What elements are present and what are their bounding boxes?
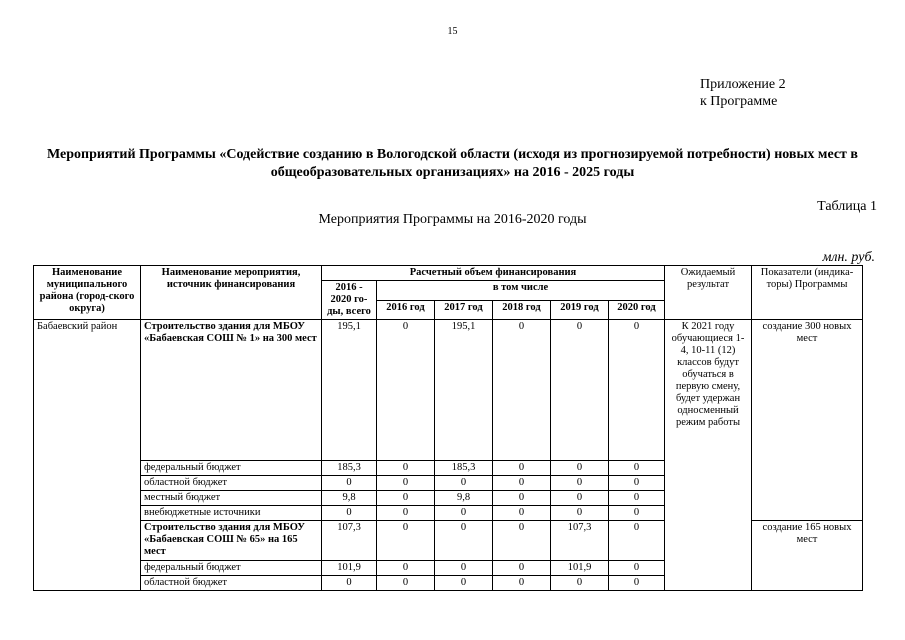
value-2016: 0 (377, 576, 435, 591)
value-2020: 0 (609, 521, 665, 561)
document-title: Мероприятий Программы «Содействие созданию в Вологодской области (исходя из прогнозируемой потребности) новых мест в общеобразовательных организациях» на 2016 - 2025 годы (47, 147, 858, 180)
header-year-2017: 2017 год (435, 300, 493, 320)
table-label: Таблица 1 (817, 199, 877, 214)
value-total: 195,1 (322, 320, 377, 461)
value-2019: 0 (551, 320, 609, 461)
value-2017: 195,1 (435, 320, 493, 461)
value-2019: 0 (551, 576, 609, 591)
value-2020: 0 (609, 491, 665, 506)
header-district: Наименование муниципального района (город-ского округа) (34, 266, 141, 320)
value-total: 0 (322, 476, 377, 491)
header-activity: Наименование мероприятия, источник финансирования (141, 266, 322, 320)
value-2017: 0 (435, 576, 493, 591)
value-2020: 0 (609, 506, 665, 521)
header-financing: Расчетный объем финансирования (322, 266, 665, 281)
source-name: федеральный бюджет (141, 561, 322, 576)
header-year-2019: 2019 год (551, 300, 609, 320)
value-2020: 0 (609, 561, 665, 576)
value-2018: 0 (493, 506, 551, 521)
page-number: 15 (447, 26, 458, 37)
value-2019: 0 (551, 461, 609, 476)
value-2016: 0 (377, 491, 435, 506)
source-name: областной бюджет (141, 576, 322, 591)
project-name: Строительство здания для МБОУ «Бабаевская СОШ № 1» на 300 мест (141, 320, 322, 461)
value-2019: 107,3 (551, 521, 609, 561)
value-total: 0 (322, 506, 377, 521)
header-including: в том числе (377, 281, 665, 301)
value-2018: 0 (493, 491, 551, 506)
value-2016: 0 (377, 561, 435, 576)
value-2017: 9,8 (435, 491, 493, 506)
value-2016: 0 (377, 521, 435, 561)
value-total: 9,8 (322, 491, 377, 506)
financing-table (33, 265, 863, 591)
value-2016: 0 (377, 461, 435, 476)
value-2018: 0 (493, 521, 551, 561)
value-2017: 0 (435, 521, 493, 561)
source-name: областной бюджет (141, 476, 322, 491)
appendix-note (700, 76, 786, 110)
expected-result: К 2021 году обучающиеся 1-4, 10-11 (12) классов будут обучаться в первую смену, будет удержан односменный режим работы (665, 320, 752, 591)
source-name: местный бюджет (141, 491, 322, 506)
value-2017: 0 (435, 476, 493, 491)
value-2019: 101,9 (551, 561, 609, 576)
header-total: 2016 - 2020 го-ды, всего (322, 281, 377, 320)
value-2018: 0 (493, 576, 551, 591)
value-2020: 0 (609, 476, 665, 491)
value-2017: 185,3 (435, 461, 493, 476)
header-result: Ожидаемый результат (665, 266, 752, 320)
appendix-line-1: Приложение 2 (700, 77, 786, 92)
project-name: Строительство здания для МБОУ «Бабаевская СОШ № 65» на 165 мест (141, 521, 322, 561)
value-total: 101,9 (322, 561, 377, 576)
source-name: федеральный бюджет (141, 461, 322, 476)
table-caption: Мероприятия Программы на 2016-2020 годы (318, 212, 587, 227)
value-2018: 0 (493, 461, 551, 476)
value-2017: 0 (435, 506, 493, 521)
indicator: создание 300 новых мест (752, 320, 863, 521)
value-2018: 0 (493, 320, 551, 461)
indicator: создание 165 новых мест (752, 521, 863, 591)
value-total: 107,3 (322, 521, 377, 561)
value-2018: 0 (493, 561, 551, 576)
source-name: внебюджетные источники (141, 506, 322, 521)
value-2019: 0 (551, 476, 609, 491)
value-2020: 0 (609, 461, 665, 476)
district-cell: Бабаевский район (34, 320, 141, 591)
header-year-2016: 2016 год (377, 300, 435, 320)
value-total: 185,3 (322, 461, 377, 476)
value-total: 0 (322, 576, 377, 591)
value-2019: 0 (551, 506, 609, 521)
value-2016: 0 (377, 320, 435, 461)
units-note: млн. руб. (822, 250, 875, 265)
value-2019: 0 (551, 491, 609, 506)
value-2016: 0 (377, 506, 435, 521)
value-2017: 0 (435, 561, 493, 576)
value-2020: 0 (609, 320, 665, 461)
appendix-line-2: к Программе (700, 94, 778, 109)
value-2016: 0 (377, 476, 435, 491)
header-indicators: Показатели (индика-торы) Программы (752, 266, 863, 320)
value-2020: 0 (609, 576, 665, 591)
header-year-2018: 2018 год (493, 300, 551, 320)
header-year-2020: 2020 год (609, 300, 665, 320)
value-2018: 0 (493, 476, 551, 491)
